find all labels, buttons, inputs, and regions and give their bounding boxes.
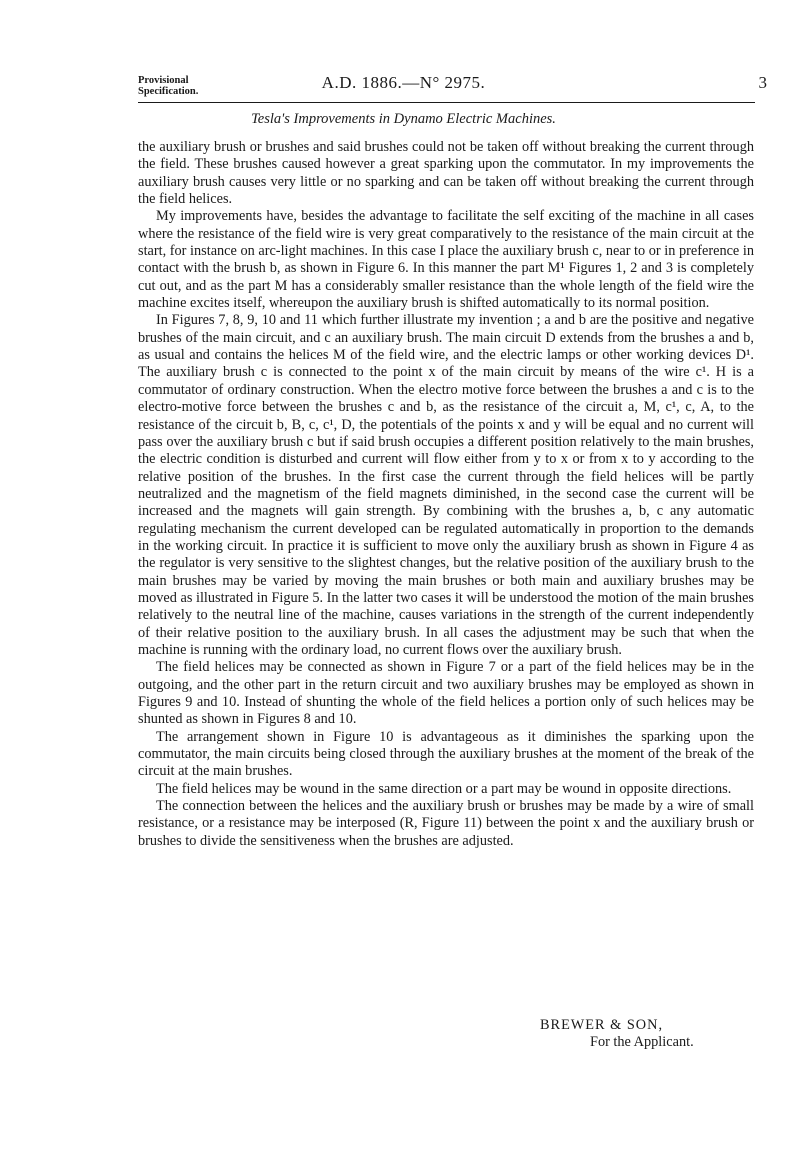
page-number: 3 (758, 73, 767, 92)
paragraph: The connection between the helices and the auxiliary brush or brushes may be made by a wire of small resistance, or a resistance may be interposed (R, Figure 11) between the point x and the auxiliary brush or brushes to divide the sensitiveness when the brushes are adjusted. (138, 798, 754, 849)
paragraph: In Figures 7, 8, 9, 10 and 11 which further illustrate my invention ; a and b are the positive and negative brushes of the main circuit, and c an auxiliary brush. The main circuit D extends from the brushes a and b, as usual and contains the helices M of the field wire, and the electric lamps or other working devices D¹. The auxiliary brush c is connected to the point x of the main circuit by means of the wire c¹. H is a commutator of ordinary construction. When the electro motive force between the brushes a and c is to the electro-motive force between the brushes c and b, as the resistance of the circuit a, M, c¹, c, A, to the resistance of the circuit b, B, c, c¹, D, the potentials of the points x and y will be equal and no current will pass over the auxiliary brush c but if said brush occupies a different position relatively to the main brushes, the electric condition is disturbed and current will flow either from y to x or from x to y according to the relative position of the brushes. In the first case the current through the field helices will be partly neutralized and the magnetism of the field magnets diminished, in the second case the current will be increased and the magnets will gain strength. By combining with the brushes a, b, c any automatic regulating mechanism the current developed can be regulated automatically in proportion to the demands in the working circuit. In practice it is sufficient to move only the auxiliary brush as shown in Figure 4 as the regulator is very sensitive to the slightest changes, but the relative position of the auxiliary brush to the main brushes may be varied by moving the main brushes or both main and auxiliary brushes may be moved as illustrated in Figure 5. In the latter two cases it will be understood the motion of the main brushes relatively to the neutral line of the machine, causes variations in the strength of the current independently of their relative position to the auxiliary brush. In all cases the adjustment may be such that when the machine is running with the ordinary load, no current flows over the auxiliary brush. (138, 312, 754, 658)
body-text (138, 139, 754, 850)
signature-firm: BREWER & SON, (540, 1017, 664, 1033)
signature-role: For the Applicant. (590, 1034, 694, 1050)
running-title: Tesla's Improvements in Dynamo Electric Machines. (251, 111, 556, 127)
paragraph: The field helices may be wound in the same direction or a part may be wound in opposite directions. (156, 780, 732, 797)
paragraph: The arrangement shown in Figure 10 is advantageous as it diminishes the sparking upon the commutator, the main circuits being closed through the auxiliary brushes at the moment of the break of the circuit at the main brushes. (138, 728, 754, 780)
signature-block (540, 1017, 760, 1051)
header-rule (138, 102, 755, 103)
paragraph: the auxiliary brush or brushes and said brushes could not be taken off without breaking the current through the field. These brushes caused however a great sparking upon the commutator. In my improvements the auxiliary brush causes very little or no sparking and can be taken off without breaking the current through the field helices. (138, 139, 754, 208)
header-label-line2: Specification. (138, 86, 199, 97)
header-title: A.D. 1886.—N° 2975. (321, 73, 486, 92)
paragraph: My improvements have, besides the advantage to facilitate the self exciting of the machine in all cases where the resistance of the field wire is very great comparatively to the resistance of the main circuit at the start, for instance on arc-light machines. In this case I place the auxiliary brush c, near to or in preference in contact with the brush b, as shown in Figure 6. In this manner the part M¹ Figures 1, 2 and 3 is completely cut out, and as the part M has a considerably smaller resistance than the whole length of the field wire the machine excites itself, whereupon the auxiliary brush is shifted automatically to its normal position. (138, 208, 754, 312)
paragraph: The field helices may be connected as shown in Figure 7 or a part of the field helices may be in the outgoing, and the other part in the return circuit and two auxiliary brushes may be employed as shown in Figures 9 and 10. Instead of shunting the whole of the field helices a portion only of such helices may be shunted as shown in Figures 8 and 10. (138, 659, 754, 728)
header-label-line1: Provisional (138, 75, 189, 86)
